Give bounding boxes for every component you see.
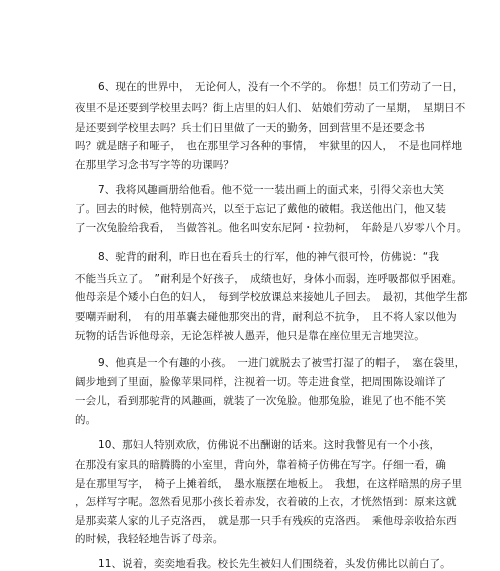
text-line: 是在那里写字， 椅子上摊着纸， 墨水瓶摆在地板上。 我想，在这样暗黑的房子里 — [75, 478, 463, 490]
text-line: ，怎样写字呢。忽然看见那小孩长着赤发，衣着破的上衣，才恍然悟到：原来这就 — [75, 496, 457, 508]
text-line: 不能当兵立了。 ”耐利是个好孩子， 成绩也好，身体小而弱，连呼吸都似乎困难。 — [75, 273, 463, 285]
text-line: 的时候，我轻轻地告诉了母亲。 — [75, 533, 224, 545]
text-line: 6、现在的世界中， 无论何人，没有一个不学的。 你想！员工们劳动了一日， — [98, 81, 464, 93]
text-line: 了。回去的时候，他特别高兴，以至于忘记了戴他的破帽。我送他出门，他又装 — [75, 203, 446, 215]
text-line: 7、我将风趣画册给他看。他不觉一一装出画上的面式来，引得父亲也大笑 — [98, 184, 444, 196]
text-line: 是那卖菜人家的儿子克洛西， 就是那一只手有残疾的克洛西。 乘他母亲收拾东西 — [75, 515, 457, 527]
text-line: 一会儿，看到那驼背的风趣画，就装了一次兔脸。他那兔脸，谁见了也不能不笑 — [75, 395, 446, 407]
text-line: 10、那妇人特别欢欣，仿佛说不出酬谢的话来。这时我瞥见有一个小孩， — [98, 439, 441, 451]
text-line: 的。 — [75, 414, 97, 426]
text-line: 要嘲弄耐利， 有的用革囊去碰他那突出的背，耐利总不抗争， 且不将人家以他为 — [75, 311, 457, 323]
text-line: 是还要到学校里去吗？兵士们日里做了一天的勤务，回到营里不是还要念书 — [75, 122, 425, 134]
text-line: 他母亲是个矮小白色的妇人， 每到学校放课总来接她儿子回去。 最初，其他学生都 — [75, 291, 468, 303]
text-line: 吗？就是瞎子和哑子， 也在那里学习各种的事情， 牢狱里的囚人， 不是也同样地 — [75, 140, 463, 152]
text-line: 9、他真是一个有趣的小孩。 一进门就脱去了被雪打湿了的帽子， 塞在袋里， — [98, 357, 466, 369]
text-line: 在那里学习念书写字等的功课吗？ — [75, 159, 234, 171]
text-line: 玩物的话告诉他母亲，无论怎样被人愚弄，他只是靠在座位里无言地哭泣。 — [75, 330, 425, 342]
text-line: 阔步地到了里面，脸像苹果同样，注视着一切。等走进食堂，把周围陈设端详了 — [75, 376, 446, 388]
text-line: 8、驼背的耐利，昨日也在看兵士的行军，他的神气很可怜，仿佛说：“我 — [98, 251, 439, 263]
text-line: 11、说着，奕奕地看我。校长先生被妇人们围绕着，头发仿佛比以前白了。 — [98, 558, 451, 570]
text-line: 夜里不是还要到学校里去吗？街上店里的妇人们、 姑娘们劳动了一星期， 星期日不 — [75, 102, 466, 114]
text-line: 在那没有家具的暗腾腾的小室里，背向外，靠着椅子仿佛在写字。仔细一看，确 — [75, 459, 446, 471]
text-line: 了一次兔脸给我看， 当做答礼。他名叫安东尼阿・拉勃柯， 年龄是八岁零八个月。 — [75, 222, 468, 234]
